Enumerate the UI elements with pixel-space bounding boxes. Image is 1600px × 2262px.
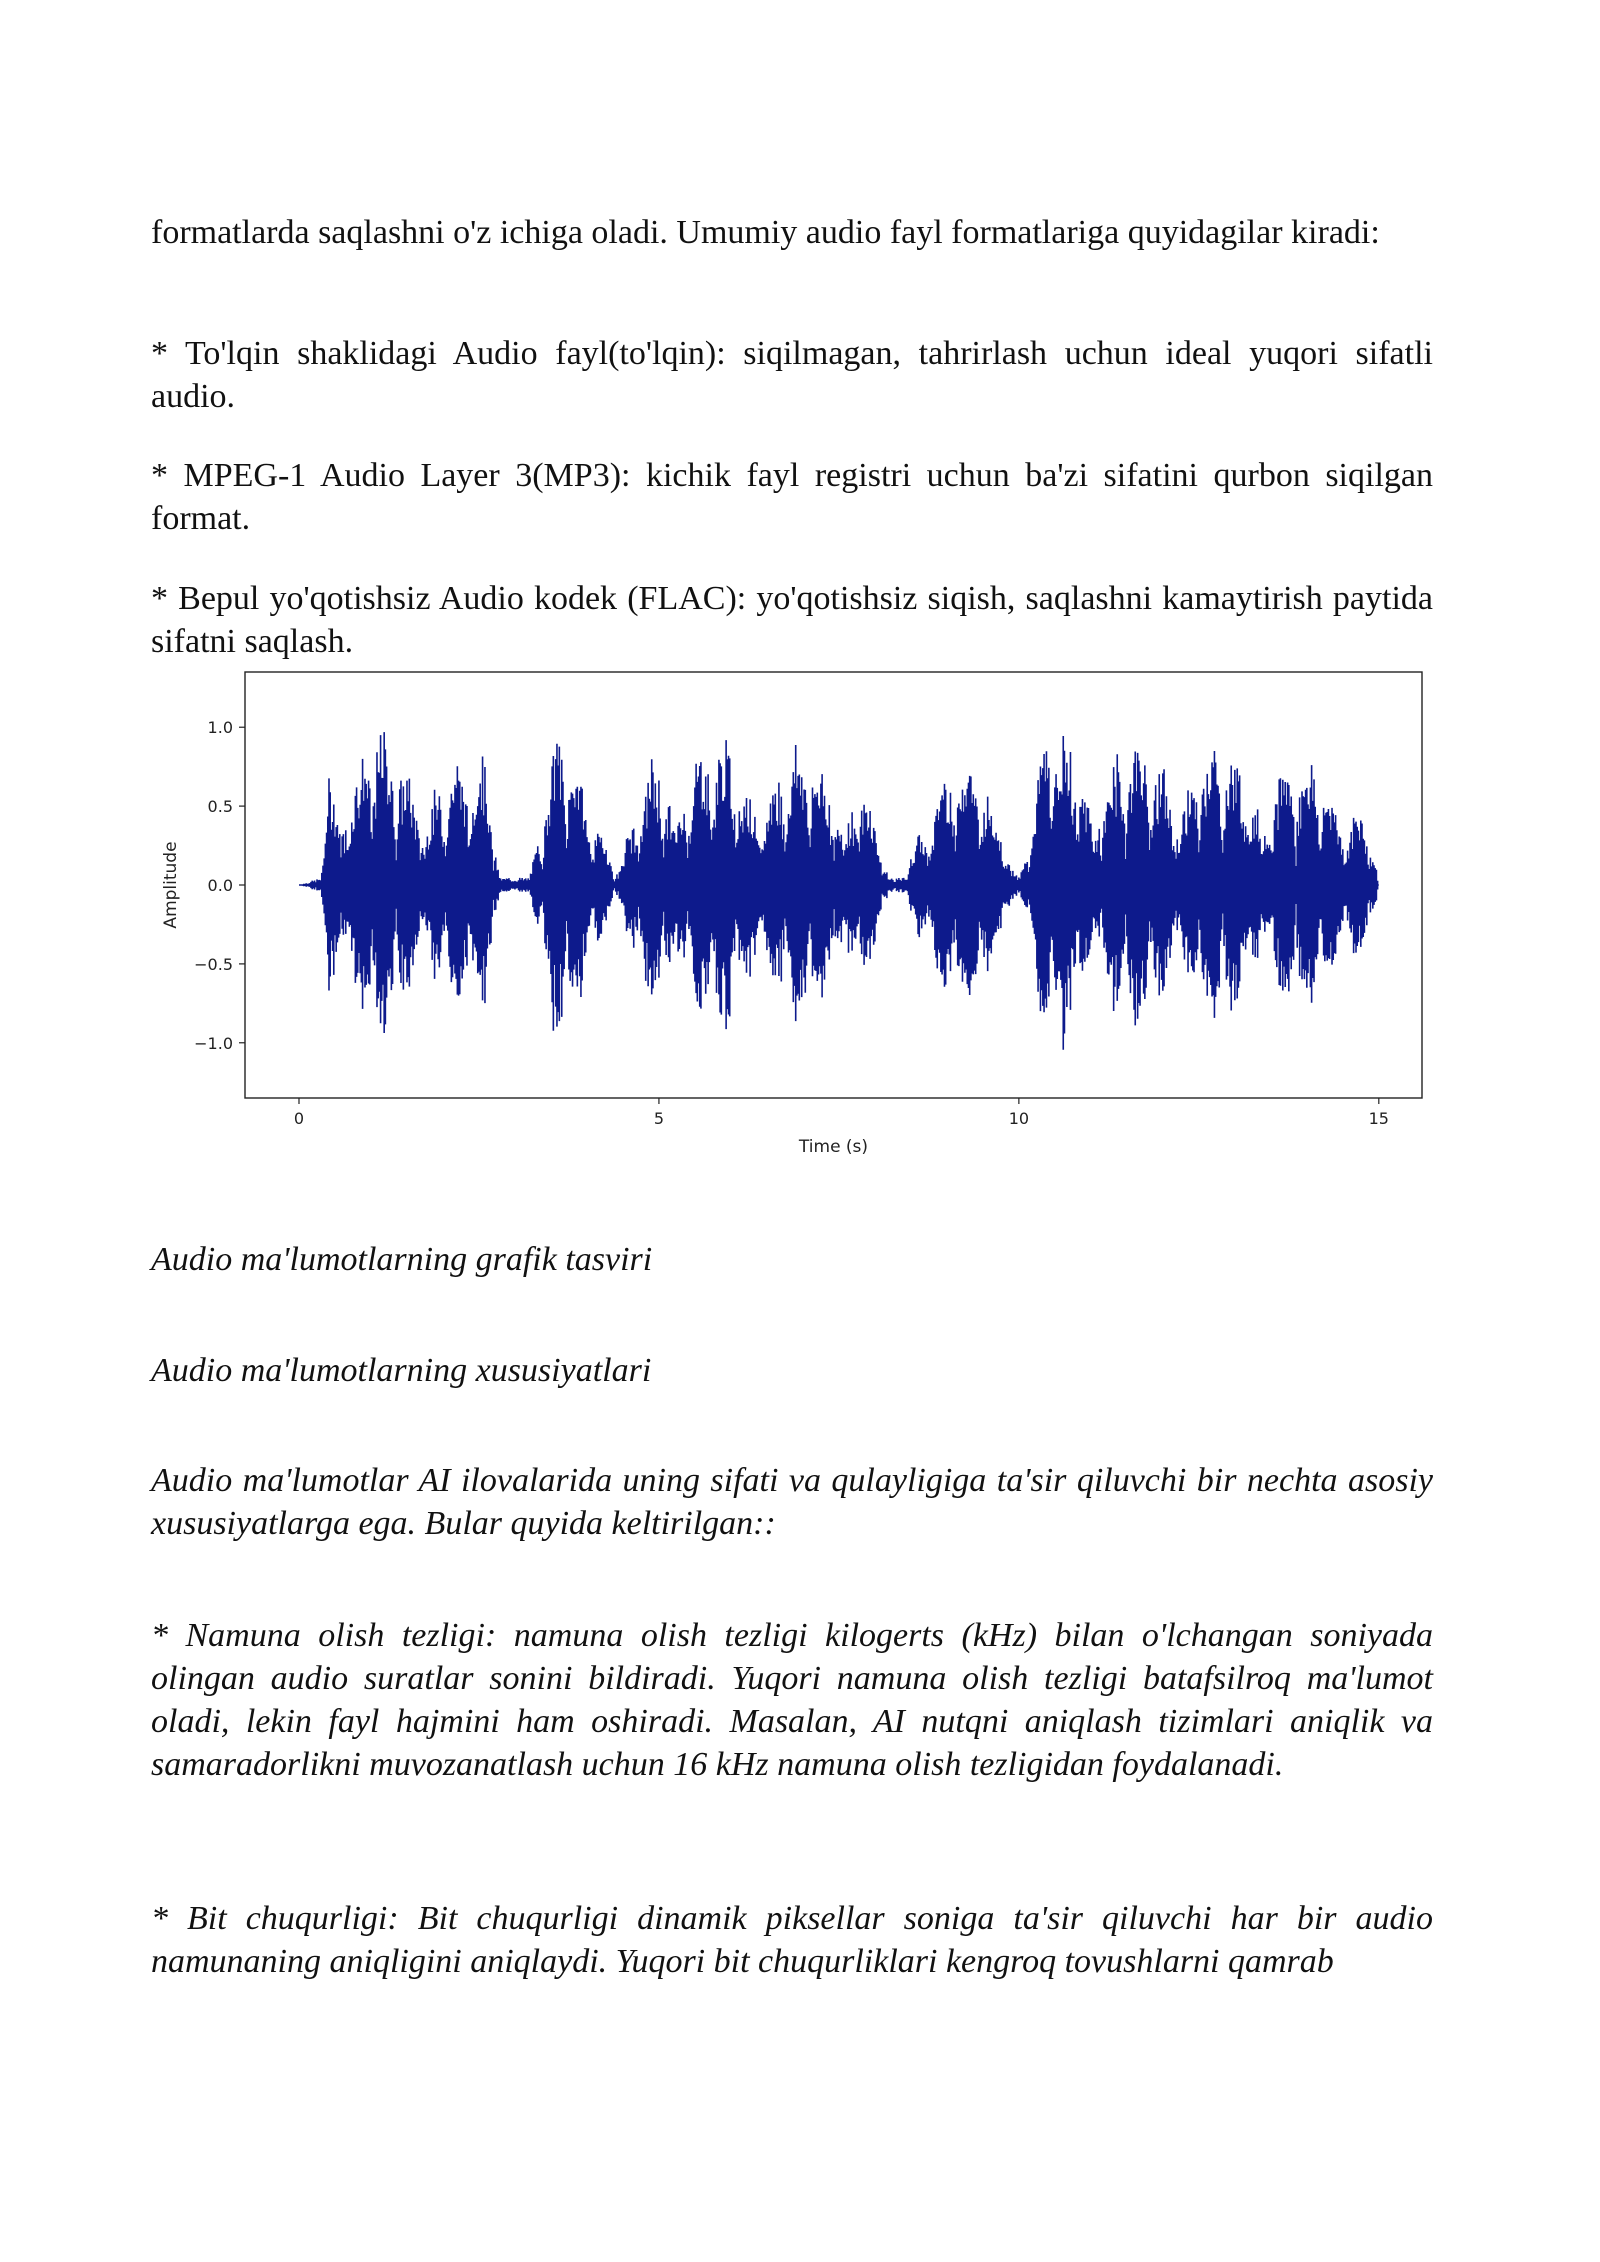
format-list-item-mp3: * MPEG-1 Audio Layer 3(MP3): kichik fayl registri uchun ba'zi sifatini qurbon siqilgan format. [151,457,1433,537]
format-list-item-flac: * Bepul yo'qotishsiz Audio kodek (FLAC): yo'qotishsiz siqish, saqlashni kamaytirish paytida sifatni saqlash. [151,580,1433,660]
intro-paragraph: Audio ma'lumotlar AI ilovalarida uning sifati va qulayligiga ta'sir qiluvchi bir nechta asosiy xususiyatlarga ega. Bular quyida keltirilgan:: [151,1462,1433,1542]
y-tick-label: −0.5 [194,954,233,974]
format-list-item-wav: * To'lqin shaklidagi Audio fayl(to'lqin): siqilmagan, tahrirlash uchun ideal yuqori sifatli audio. [151,335,1433,415]
y-axis-label: Amplitude [161,841,181,929]
y-tick-label: 0.5 [207,797,233,817]
x-tick-label: 15 [1368,1109,1389,1128]
y-tick-label: 0.0 [207,876,233,895]
y-tick-label: −1.0 [194,1033,233,1053]
x-tick-label: 0 [293,1109,305,1128]
sampling-rate-paragraph: * Namuna olish tezligi: namuna olish tezligi kilogerts (kHz) bilan o'lchangan soniyada olingan audio suratlar sonini bildiradi. Yuqori namuna olish tezligi batafsilroq ma'lumot oladi, lekin fayl hajmini ham oshiradi. Masalan, AI nutqni aniqlash tizimlari aniqlik va samaradorlikni muvozanatlash uchun 16 kHz namuna olish tezligidan foydalanadi. [151,1617,1433,1783]
x-tick-label: 5 [653,1109,665,1128]
body-paragraph: formatlarda saqlashni o'z ichiga oladi. Umumiy audio fayl formatlariga quyidagilar kiradi: [151,214,1380,251]
x-tick-label: 10 [1008,1109,1030,1128]
figure-caption: Audio ma'lumotlarning grafik tasviri [151,1241,653,1278]
waveform-figure [150,660,1440,1160]
waveform-chart [150,660,1440,1160]
y-tick-label: 1.0 [207,718,233,738]
x-axis-label: Time (s) [798,1137,869,1157]
waveform-line [299,732,1379,1050]
section-heading: Audio ma'lumotlarning xususiyatlari [151,1352,652,1389]
bit-depth-paragraph: * Bit chuqurligi: Bit chuqurligi dinamik piksellar soniga ta'sir qiluvchi har bir audio namunaning aniqligini aniqlaydi. Yuqori bit chuqurliklari kengroq tovushlarni qamrab [151,1900,1433,1980]
